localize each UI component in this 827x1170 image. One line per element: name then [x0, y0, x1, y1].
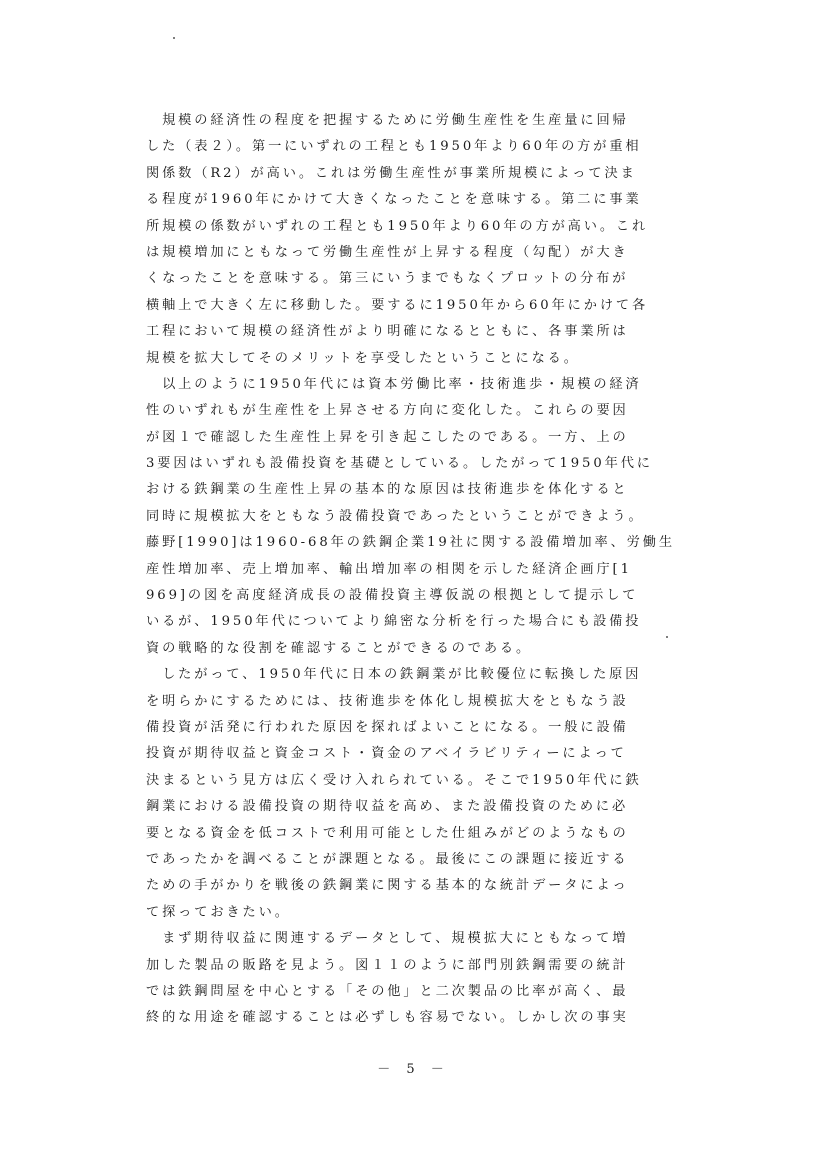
text-line: は規模増加にともなって労働生産性が上昇する程度（勾配）が大き	[146, 244, 629, 260]
text-line: 藤野[1990]は1960-68年の鉄鋼企業19社に関する設備増加率、労働生	[146, 535, 675, 551]
text-line: が図１で確認した生産性上昇を引き起こしたのである。一方、上の	[146, 429, 629, 445]
text-line: 備投資が活発に行われた原因を探ればよいことになる。一般に設備	[146, 719, 629, 735]
page-number: － 5 －	[377, 1062, 450, 1077]
text-line: 終的な用途を確認することは必ずしも容易でない。しかし次の事実	[146, 1010, 629, 1026]
text-line: 969]の図を高度経済成長の設備投資主導仮説の根拠として提示して	[146, 588, 639, 604]
text-line: 要となる資金を低コストで利用可能とした仕組みがどのようなもの	[146, 825, 629, 841]
text-line: る程度が1960年にかけて大きくなったことを意味する。第二に事業	[146, 192, 642, 208]
text-line: では鉄鋼問屋を中心とする「その他」と二次製品の比率が高く、最	[146, 983, 629, 999]
text-line: 資の戦略的な役割を確認することができるのである。	[146, 640, 533, 656]
text-line: した（表２）。第一にいずれの工程とも1950年より60年の方が重相	[146, 139, 642, 155]
text-line: 産性増加率、売上増加率、輸出増加率の相関を示した経済企画庁[1	[146, 561, 632, 577]
text-line: まず期待収益に関連するデータとして、規模拡大にともなって増	[146, 931, 629, 947]
text-line: 関係数（R2）が高い。これは労働生産性が事業所規模によって決ま	[146, 165, 637, 181]
text-line: て探っておきたい。	[146, 904, 291, 920]
text-line: 所規模の係数がいずれの工程とも1950年より60年の方が高い。これ	[146, 218, 649, 234]
text-line: 規模を拡大してそのメリットを享受したということになる。	[146, 350, 580, 366]
text-line: 以上のように1950年代には資本労働比率・技術進歩・規模の経済	[146, 376, 642, 392]
text-line: したがって、1950年代に日本の鉄鋼業が比較優位に転換した原因	[146, 667, 642, 683]
text-line: 鋼業における設備投資の期待収益を高め、また設備投資のために必	[146, 799, 629, 815]
text-line: 決まるという見方は広く受け入れられている。そこで1950年代に鉄	[146, 772, 642, 788]
text-line: 3要因はいずれも設備投資を基礎としている。したがって1950年代に	[146, 456, 653, 472]
text-line: いるが、1950年代についてより綿密な分析を行った場合にも設備投	[146, 614, 642, 630]
body-text	[146, 108, 706, 1032]
text-line: 投資が期待収益と資金コスト・資金のアベイラビリティーによって	[146, 746, 627, 762]
text-line: 横軸上で大きく左に移動した。要するに1950年から60年にかけて各	[146, 297, 649, 313]
text-line: 性のいずれもが生産性を上昇させる方向に変化した。これらの要因	[146, 403, 629, 419]
text-line: であったかを調べることが課題となる。最後にこの課題に接近する	[146, 851, 629, 867]
text-line: ための手がかりを戦後の鉄鋼業に関する基本的な統計データによっ	[146, 878, 629, 894]
text-line: くなったことを意味する。第三にいうまでもなくプロットの分布が	[146, 271, 629, 287]
text-line: 加した製品の販路を見よう。図１１のように部門別鉄鋼需要の統計	[146, 957, 629, 973]
text-line: 同時に規模拡大をともなう設備投資であったということができよう。	[146, 508, 645, 524]
scan-speck	[173, 37, 175, 39]
text-line: 工程において規模の経済性がより明確になるとともに、各事業所は	[146, 324, 629, 340]
text-line: おける鉄鋼業の生産性上昇の基本的な原因は技術進歩を体化すると	[146, 482, 629, 498]
text-line: 規模の経済性の程度を把握するために労働生産性を生産量に回帰	[146, 113, 629, 128]
text-line: を明らかにするためには、技術進歩を体化し規模拡大をともなう設	[146, 693, 629, 709]
